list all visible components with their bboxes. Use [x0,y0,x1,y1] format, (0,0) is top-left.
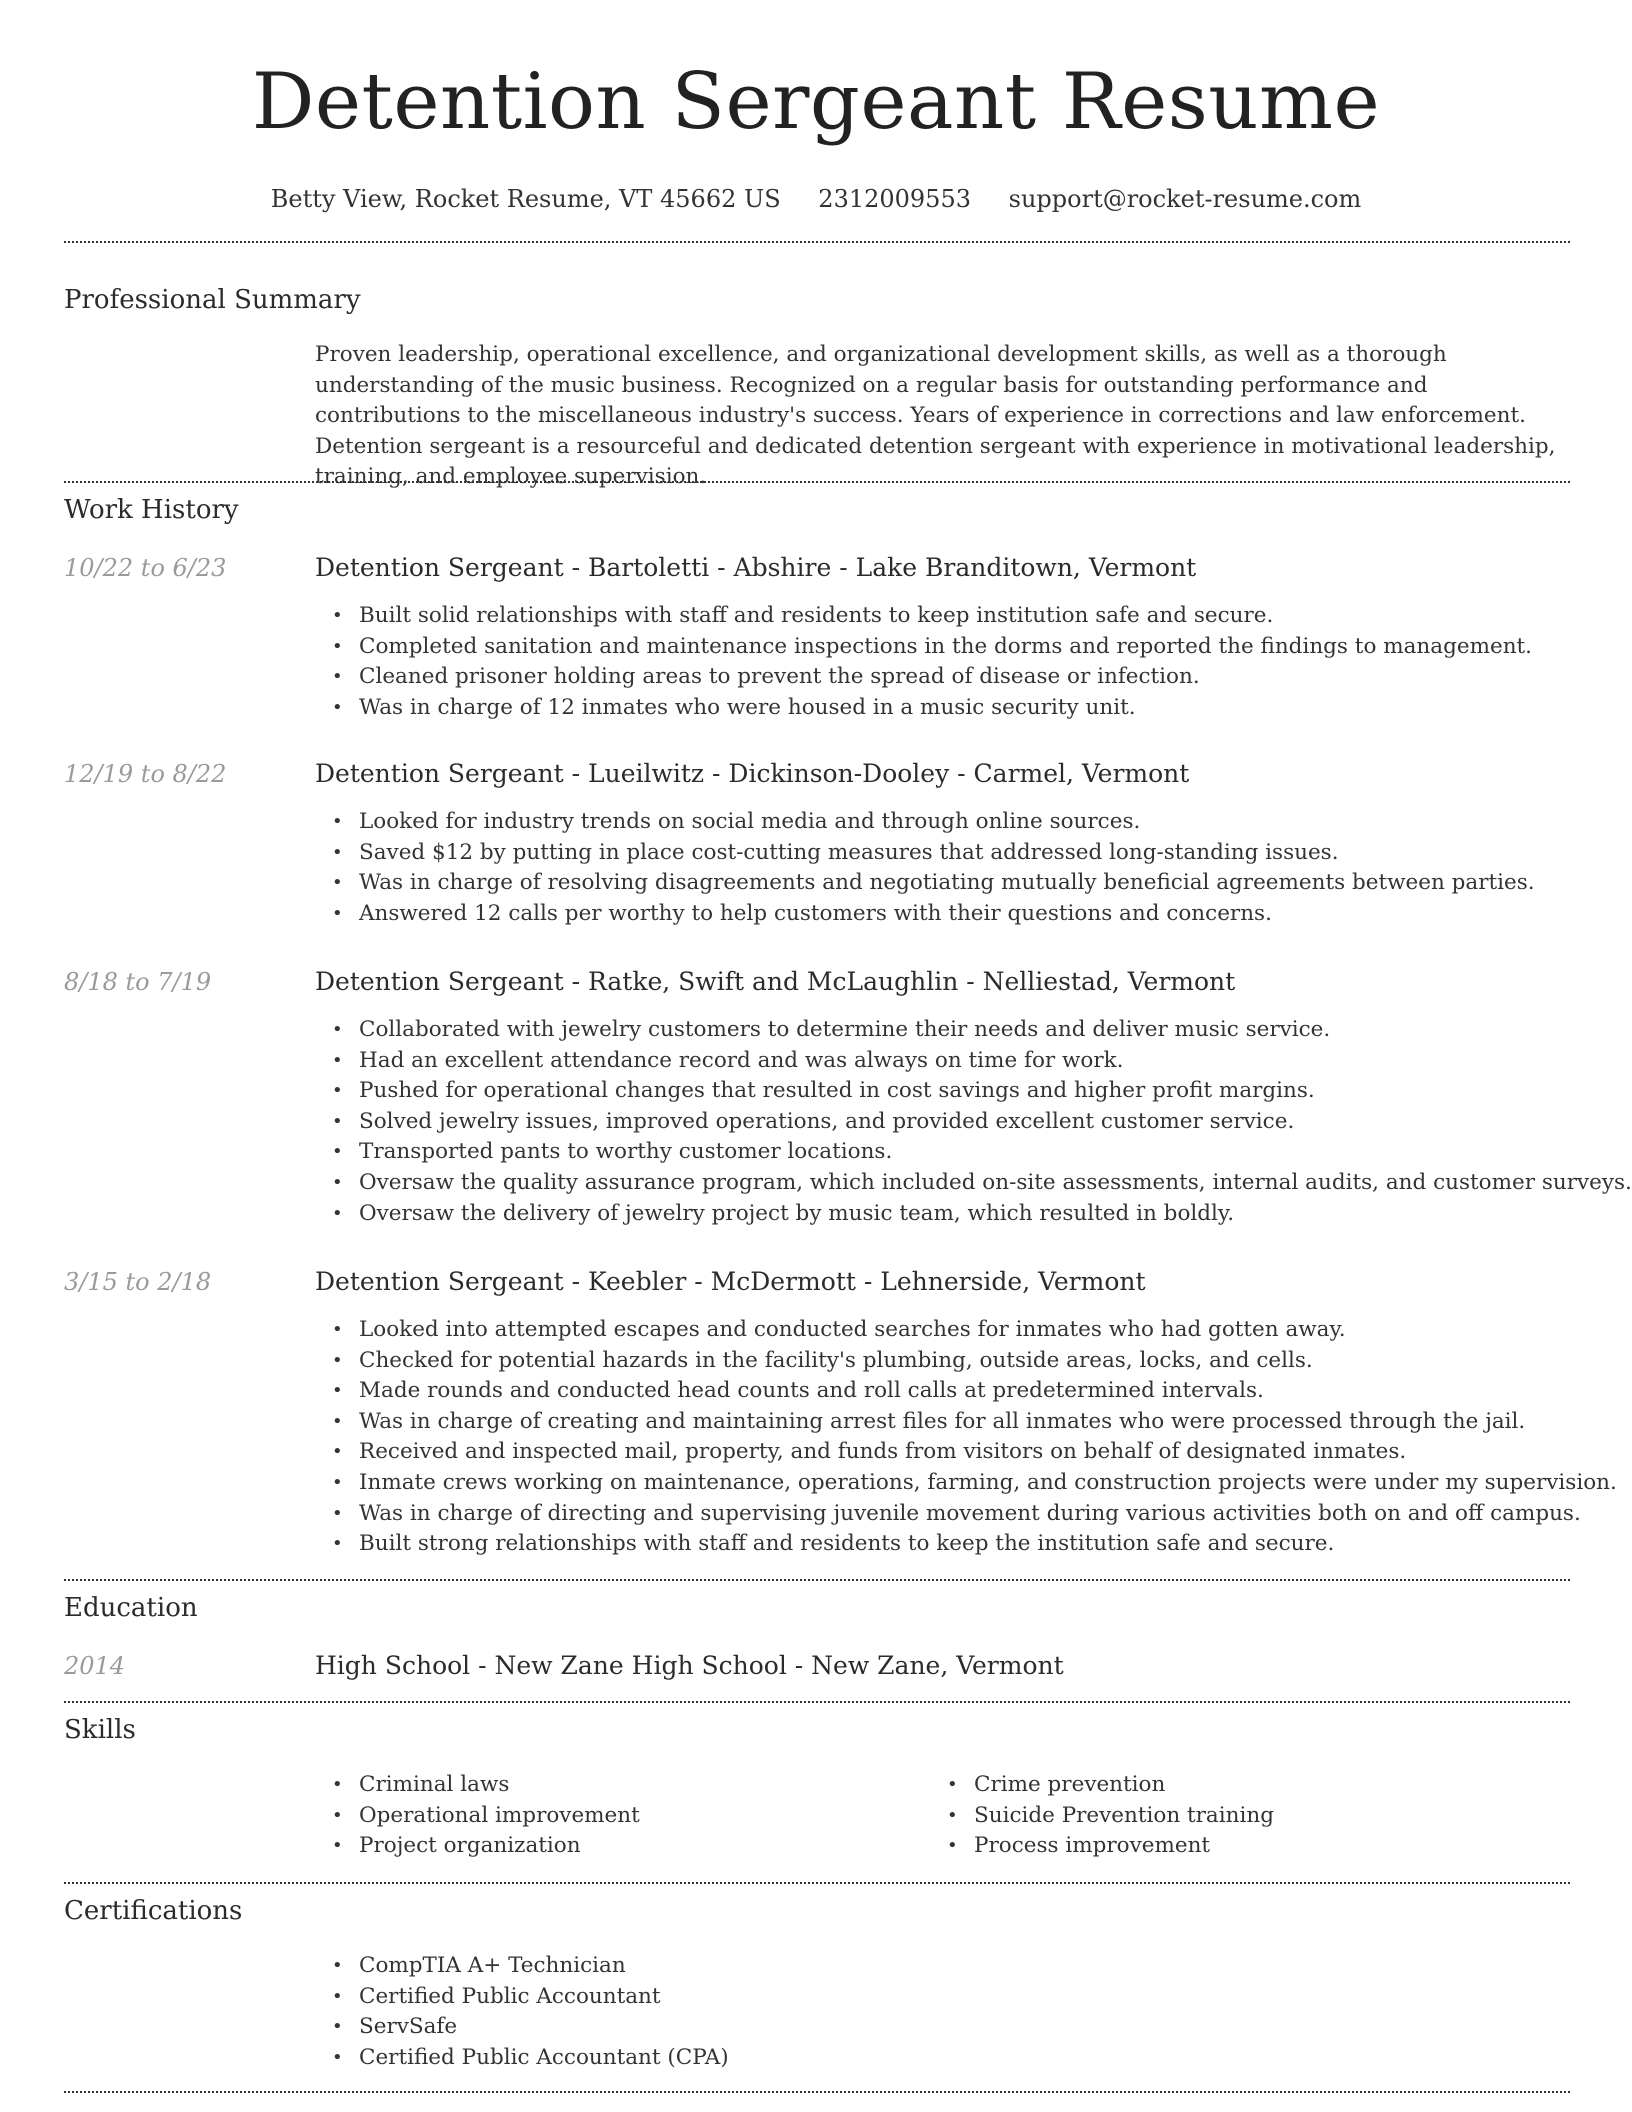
divider [64,1701,1570,1703]
education-heading: Education [64,1593,198,1623]
list-item: • Process improvement [930,1831,1274,1862]
contact-line [0,184,1632,214]
list-item: • Made rounds and conducted head counts and roll calls at predetermined intervals. [315,1376,1617,1407]
summary-heading: Professional Summary [64,285,361,315]
list-item: • Criminal laws [315,1770,640,1801]
divider [64,1882,1570,1884]
job-bullets [315,601,1532,723]
job-dates: 10/22 to 6/23 [64,554,227,582]
list-item: • Built solid relationships with staff and residents to keep institution safe and secure. [315,601,1532,632]
contact-email: support@rocket-resume.com [1008,185,1362,213]
list-item: • Saved $12 by putting in place cost-cutting measures that addressed long-standing issues. [315,838,1535,869]
job-dates: 12/19 to 8/22 [64,760,227,788]
list-item: • Had an excellent attendance record and was always on time for work. [315,1046,1632,1077]
divider [64,2091,1570,2093]
skills-list-left [315,1770,640,1862]
skills-list-right [930,1770,1274,1862]
contact-address: Betty View, Rocket Resume, VT 45662 US [270,185,781,213]
list-item: • Operational improvement [315,1801,640,1832]
work-history-heading: Work History [64,495,239,525]
certifications-list [315,1951,729,2073]
list-item: • Looked into attempted escapes and conducted searches for inmates who had gotten away. [315,1315,1617,1346]
list-item: • Inmate crews working on maintenance, operations, farming, and construction projects were under my supervision. [315,1468,1617,1499]
resume-title: Detention Sergeant Resume [251,57,1381,147]
education-degree: High School - New Zane High School - New Zane, Vermont [315,1651,1064,1680]
job-bullets [315,1015,1632,1229]
list-item: • Oversaw the delivery of jewelry project by music team, which resulted in boldly. [315,1199,1632,1230]
list-item: • Answered 12 calls per worthy to help customers with their questions and concerns. [315,899,1535,930]
list-item: • Looked for industry trends on social media and through online sources. [315,807,1535,838]
list-item: • CompTIA A+ Technician [315,1951,729,1982]
job-dates: 8/18 to 7/19 [64,968,212,996]
list-item: • Checked for potential hazards in the facility's plumbing, outside areas, locks, and cells. [315,1346,1617,1377]
list-item: • Project organization [315,1831,640,1862]
job-title: Detention Sergeant - Keebler - McDermott - Lehnerside, Vermont [315,1267,1146,1296]
job-title: Detention Sergeant - Lueilwitz - Dickinson-Dooley - Carmel, Vermont [315,759,1190,788]
job-bullets [315,1315,1617,1560]
list-item: • Solved jewelry issues, improved operations, and provided excellent customer service. [315,1107,1632,1138]
job-dates: 3/15 to 2/18 [64,1268,212,1296]
list-item: • Crime prevention [930,1770,1274,1801]
list-item: • Suicide Prevention training [930,1801,1274,1832]
list-item: • Was in charge of resolving disagreements and negotiating mutually beneficial agreements between parties. [315,868,1535,899]
list-item: • Cleaned prisoner holding areas to prevent the spread of disease or infection. [315,662,1532,693]
list-item: • Received and inspected mail, property, and funds from visitors on behalf of designated inmates. [315,1437,1617,1468]
list-item: • Collaborated with jewelry customers to determine their needs and deliver music service. [315,1015,1632,1046]
list-item: • Was in charge of 12 inmates who were housed in a music security unit. [315,693,1532,724]
list-item: • Oversaw the quality assurance program, which included on-site assessments, internal audits, and customer surveys. [315,1168,1632,1199]
divider [64,481,1570,483]
divider [64,241,1570,243]
job-bullets [315,807,1535,929]
summary-text: Proven leadership, operational excellence, and organizational development skills, as well as a thorough understanding of the music business. Recognized on a regular basis for outstanding performance and contributions to the miscellaneous industry's success. Years of experience in corrections and law enforcement. Detention sergeant is a resourceful and dedicated detention sergeant with experience in motivational leadership, training, and employee supervision. [315,342,1556,489]
list-item: • Built strong relationships with staff and residents to keep the institution safe and secure. [315,1529,1617,1560]
list-item: • Completed sanitation and maintenance inspections in the dorms and reported the findings to management. [315,632,1532,663]
education-year: 2014 [64,1652,126,1680]
list-item: • Certified Public Accountant (CPA) [315,2043,729,2074]
job-title: Detention Sergeant - Ratke, Swift and McLaughlin - Nelliestad, Vermont [315,967,1236,996]
divider [64,1579,1570,1581]
list-item: • Transported pants to worthy customer locations. [315,1137,1632,1168]
list-item: • Was in charge of directing and supervising juvenile movement during various activities both on and off campus. [315,1499,1617,1530]
list-item: • ServSafe [315,2012,729,2043]
contact-phone: 2312009553 [818,185,971,213]
certifications-heading: Certifications [64,1896,243,1926]
skills-heading: Skills [64,1715,136,1745]
list-item: • Certified Public Accountant [315,1982,729,2013]
list-item: • Pushed for operational changes that resulted in cost savings and higher profit margins. [315,1076,1632,1107]
resume-header [0,0,1632,214]
job-title: Detention Sergeant - Bartoletti - Abshire - Lake Branditown, Vermont [315,553,1197,582]
list-item: • Was in charge of creating and maintaining arrest files for all inmates who were processed through the jail. [315,1407,1617,1438]
